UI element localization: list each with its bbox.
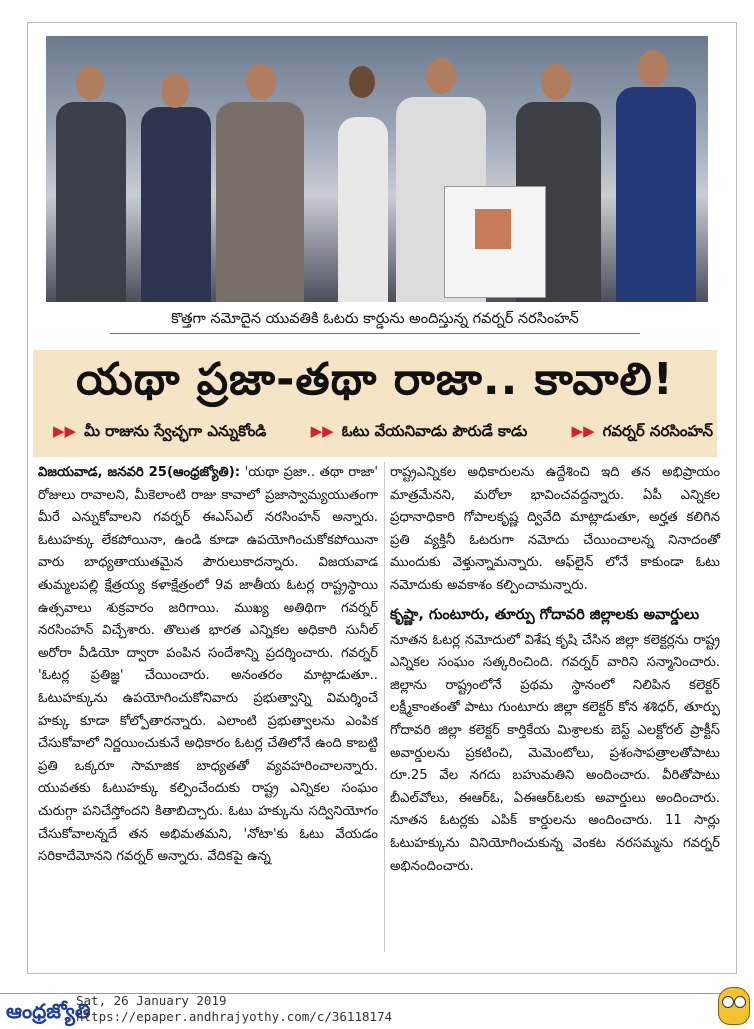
subhead-item [53, 422, 266, 444]
photo-caption: కొత్తగా నమోదైన యువతికి ఓటరు కార్డును అందిస్తున్న గవర్నర్ నరసింహన్ [110, 311, 640, 334]
subhead-text: ఓటు వేయనివాడు పౌరుడే కాడు [341, 422, 528, 440]
voter-card [444, 186, 546, 298]
subhead-text: గవర్నర్ నరసింహన్ [602, 422, 713, 440]
subheads [53, 422, 713, 444]
article-text: రాష్ట్రఎన్నికల అధికారులను ఉద్దేశించి ఇది తన అభిప్రాయం మాత్రమేనని, మరోలా భావించవద్దన్నారు. ఏపీ ఎన్నికల ప్రధానాధికారి గోపాలకృష్ణ ద్వివేది మాట్లాడుతూ, అర్హత కలిగిన ప్రతి వ్యక్తినీ ఓటరుగా నమోదు చేయించాలన్న నినాదంతో ముందుకు వెళ్తున్నామన్నారు. ఆఫ్‌లైన్ లోనే కాకుండా ఓటు నమోదుకు అవకాశం కల్పించామన్నారు. [390, 465, 720, 593]
section-subhead: కృష్ణా, గుంటూరు, తూర్పు గోదావరి జిల్లాలకు అవార్డులు [390, 606, 700, 623]
article-text: 'యథా ప్రజా.. తథా రాజా' రోజులు రావాలని, మీకెలాంటి రాజు కావాలో ప్రజాస్వామ్యయుతంగా మీరే ఎన్నుకోవాలని గవర్నర్ ఈఎస్ఎల్ నరసింహన్ అన్నారు. ఓటుహక్కు లేకపోయినా, ఉండి కూడా ఉపయోగించుకోకపోయినా వారు బాధ్యతాయుతమైన పౌరులుకాదన్నారు. విజయవాడ తుమ్మలపల్లి క్షేత్రయ్య కళాక్షేత్రంలో 9వ జాతీయ ఓటర్ల రాష్ట్రస్థాయి ఉత్సవాలు శుక్రవారం జరిగాయి. ముఖ్య అతిథిగా గవర్నర్ నరసింహన్ విచ్చేశారు. తొలుత భారత ఎన్నికల అధికారి సునీల్ అరోరా వీడియో ద్వారా పంపిన సందేశాన్ని ప్రదర్శించారు. గవర్నర్ 'ఓటర్ల ప్రతిజ్ఞ' చేయించారు. అనంతరం మాట్లాడుతూ.. ఓటుహక్కును ఉపయోగించుకోనివారు ప్రభుత్వాన్ని విమర్శించే హక్కు కూడా కోల్పోతారన్నారు. ఎలాంటి ప్రభుత్వాలను ఎంపిక చేసుకోవాలో నిర్ణయించుకునే అధికారం ఓటర్ల చేతిలోనే ఉంది కాబట్టి ప్రతి ఒక్కరూ సామాజిక బాధ్యతతో వ్యవహరించాలన్నారు. యువతకు ఓటుహక్కు కల్పించేందుకు రాష్ట్ర ఎన్నికల సంఘం చురుగ్గా పనిచేస్తోందని కితాబిచ్చారు. ఓటు హక్కును సద్వినియోగం చేసుకోవాలన్నదే తన అభిమతమని, 'నోటా'కు ఓటు వేయడం సరికాదేమోనని గవర్నర్ అన్నారు. వేదికపై ఉన్న [38, 465, 378, 865]
andhrajyothy-logo: ఆంధ్రజ్యోతి [6, 999, 91, 1023]
publish-date: Sat, 26 January 2019 [76, 993, 227, 1008]
footer-meta [76, 993, 392, 1025]
headline: యథా ప్రజా-తథా రాజా.. కావాలి! [76, 354, 674, 405]
subhead-item [572, 422, 713, 444]
subhead-text: మీ రాజును స్వేచ్ఛగా ఎన్నుకోండి [84, 422, 267, 440]
subhead-item [311, 422, 528, 444]
article-column-left [38, 462, 378, 869]
event-photo [46, 36, 708, 302]
footer [0, 993, 754, 1029]
double-arrow-icon: ▶▶ [310, 422, 334, 440]
dateline: విజయవాడ, జనవరి 25(ఆంధ్రజ్యోతి): [38, 465, 241, 480]
owl-mascot-icon [718, 987, 750, 1025]
double-arrow-icon: ▶▶ [53, 422, 77, 440]
headline-box [33, 350, 717, 457]
column-divider [384, 462, 385, 952]
article-column-right [390, 462, 720, 878]
double-arrow-icon: ▶▶ [571, 422, 595, 440]
epaper-link[interactable]: https://epaper.andhrajyothy.com/c/36118174 [76, 1009, 393, 1024]
article-text: నూతన ఓటర్ల నమోదులో విశేష కృషి చేసిన జిల్లా కలెక్టర్లను రాష్ట్ర ఎన్నికల సంఘం సత్కరించింది. గవర్నర్ వారిని సన్మానించారు. జిల్లాను రాష్ట్రంలోనే ప్రథమ స్థానంలో నిలిపిన కలెక్టర్ లక్ష్మీకాంతంతో పాటు గుంటూరు జిల్లా కలెక్టర్ కోన శశిధర్, తూర్పు గోదావరి జిల్లా కలెక్టర్ కార్తికేయ మిశ్రాలకు బెస్ట్ ఎలక్టోరల్ ప్రాక్టీస్ అవార్డులను ప్రకటించి, మెమెంటోలు, ప్రశంసాపత్రాలతోపాటు రూ.25 వేల నగదు బహుమతిని అందించారు. వీరితోపాటు బీఎల్‌వోలు, ఈఆర్ఓ, ఏఈఆర్ఓలకు అవార్డులు అందించారు. నూతన ఓటర్లకు ఎపిక్ కార్డులను అందించారు. 11 సార్లు ఓటుహక్కును వినియోగించుకున్న వెంకట నరసమ్మను గవర్నర్ అభినందించారు. [390, 632, 720, 874]
